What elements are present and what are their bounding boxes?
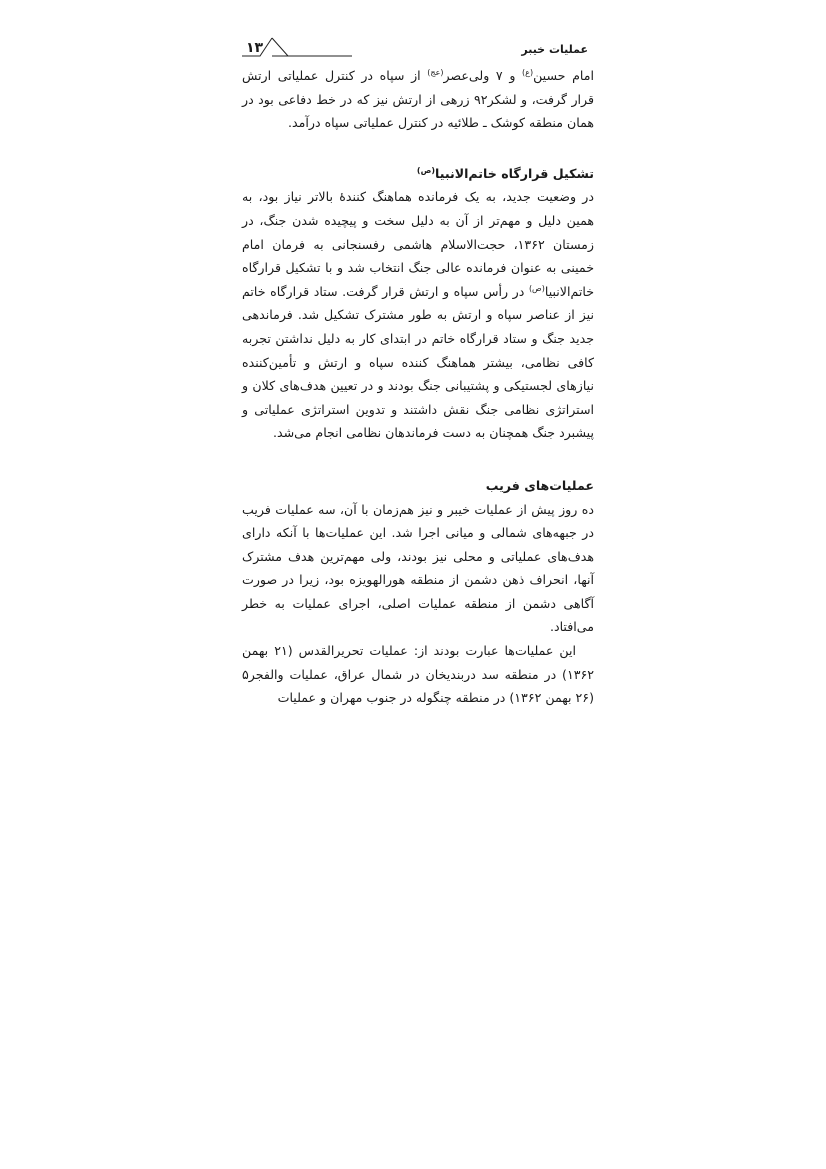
paragraph bbox=[242, 185, 594, 445]
heading-text: عملیات‌های فریب bbox=[485, 477, 594, 493]
honorific-superscript: (عج) bbox=[427, 67, 444, 77]
paragraph bbox=[242, 498, 594, 640]
section-heading bbox=[242, 474, 594, 498]
section-heading bbox=[242, 162, 594, 186]
paragraph bbox=[242, 64, 594, 135]
text-segment: امام حسین bbox=[533, 68, 594, 83]
page-number: ١٣ bbox=[246, 40, 264, 56]
text-segment: ده روز پیش از عملیات خیبر و نیز هم‌زمان با آن، سه عملیات فریب در جبهه‌های شمالی و میانی اجرا شد. این عملیات‌ها با آنکه دارای هدف‌های عملیاتی و محلی نیز بودند، ولی مهم‌ترین هدف مشترک آنها، انحراف ذهن دشمن از منطقه هورالهویزه بود، زیرا در صورت آگاهی دشمن از منطقه عملیات اصلی، اجرای عملیات به خطر می‌افتاد. bbox=[242, 501, 594, 635]
section-deception-operations bbox=[242, 474, 594, 710]
book-page bbox=[242, 36, 594, 710]
running-title: عملیات خیبر bbox=[521, 43, 588, 56]
text-segment: این عملیات‌ها عبارت بودند از: عملیات تحریرالقدس (۲۱ بهمن ۱۳۶۲) در منطقه سد دربندیخان در شمال عراق، عملیات والفجر۵ (۲۶ بهمن ۱۳۶۲) در منطقه چنگوله در جنوب مهران و عملیات bbox=[242, 643, 594, 706]
text-segment: و ۷ ولی‌عصر bbox=[443, 68, 523, 83]
section-khatam-headquarters bbox=[242, 162, 594, 445]
text-segment: در رأس سپاه و ارتش قرار گرفت. ستاد قرارگاه خاتم نیز از عناصر سپاه و ارتش به طور مشترک تشکیل شد. فرماندهی جدید جنگ و ستاد قرارگاه خاتم در ابتدای کار به دلیل نداشتن تجربه کافی نظامی، بیشتر هماهنگ کننده سپاه و ارتش و تأمین‌کننده نیازهای لجستیکی و پشتیبانی جنگ بودند و در تعیین هدف‌های کلان و استراتژی نظامی جنگ نقش داشتند و تدوین استراتژی عملیاتی و پیشبرد جنگ همچنان به دست فرماندهان نظامی انجام می‌شد. bbox=[242, 283, 594, 441]
honorific-superscript: (ع) bbox=[522, 67, 534, 77]
heading-text: تشکیل قرارگاه خاتم‌الانبیا bbox=[435, 165, 594, 181]
text-segment: از سپاه در کنترل عملیاتی ارتش قرار گرفت، و لشکر۹۲ زرهی از ارتش نیز که در خط دفاعی بود در همان منطقه کوشک ـ طلائیه در کنترل عملیاتی سپاه درآمد. bbox=[242, 68, 594, 131]
section-intro bbox=[242, 64, 594, 135]
paragraph bbox=[242, 639, 594, 710]
running-header bbox=[242, 36, 594, 64]
honorific-superscript: (ص) bbox=[416, 165, 435, 175]
honorific-superscript: (ص) bbox=[528, 283, 545, 293]
text-segment: در وضعیت جدید، به یک فرمانده هماهنگ کنندهٔ بالاتر نیاز بود، به همین دلیل و مهم‌تر از آن به دلیل سخت و پیچیده شدن جنگ، در زمستان ۱۳۶۲، حجت‌الاسلام هاشمی رفسنجانی به فرمان امام خمینی به عنوان فرمانده عالی جنگ انتخاب شد و با تشکیل قرارگاه خاتم‌الانبیا bbox=[242, 189, 595, 299]
